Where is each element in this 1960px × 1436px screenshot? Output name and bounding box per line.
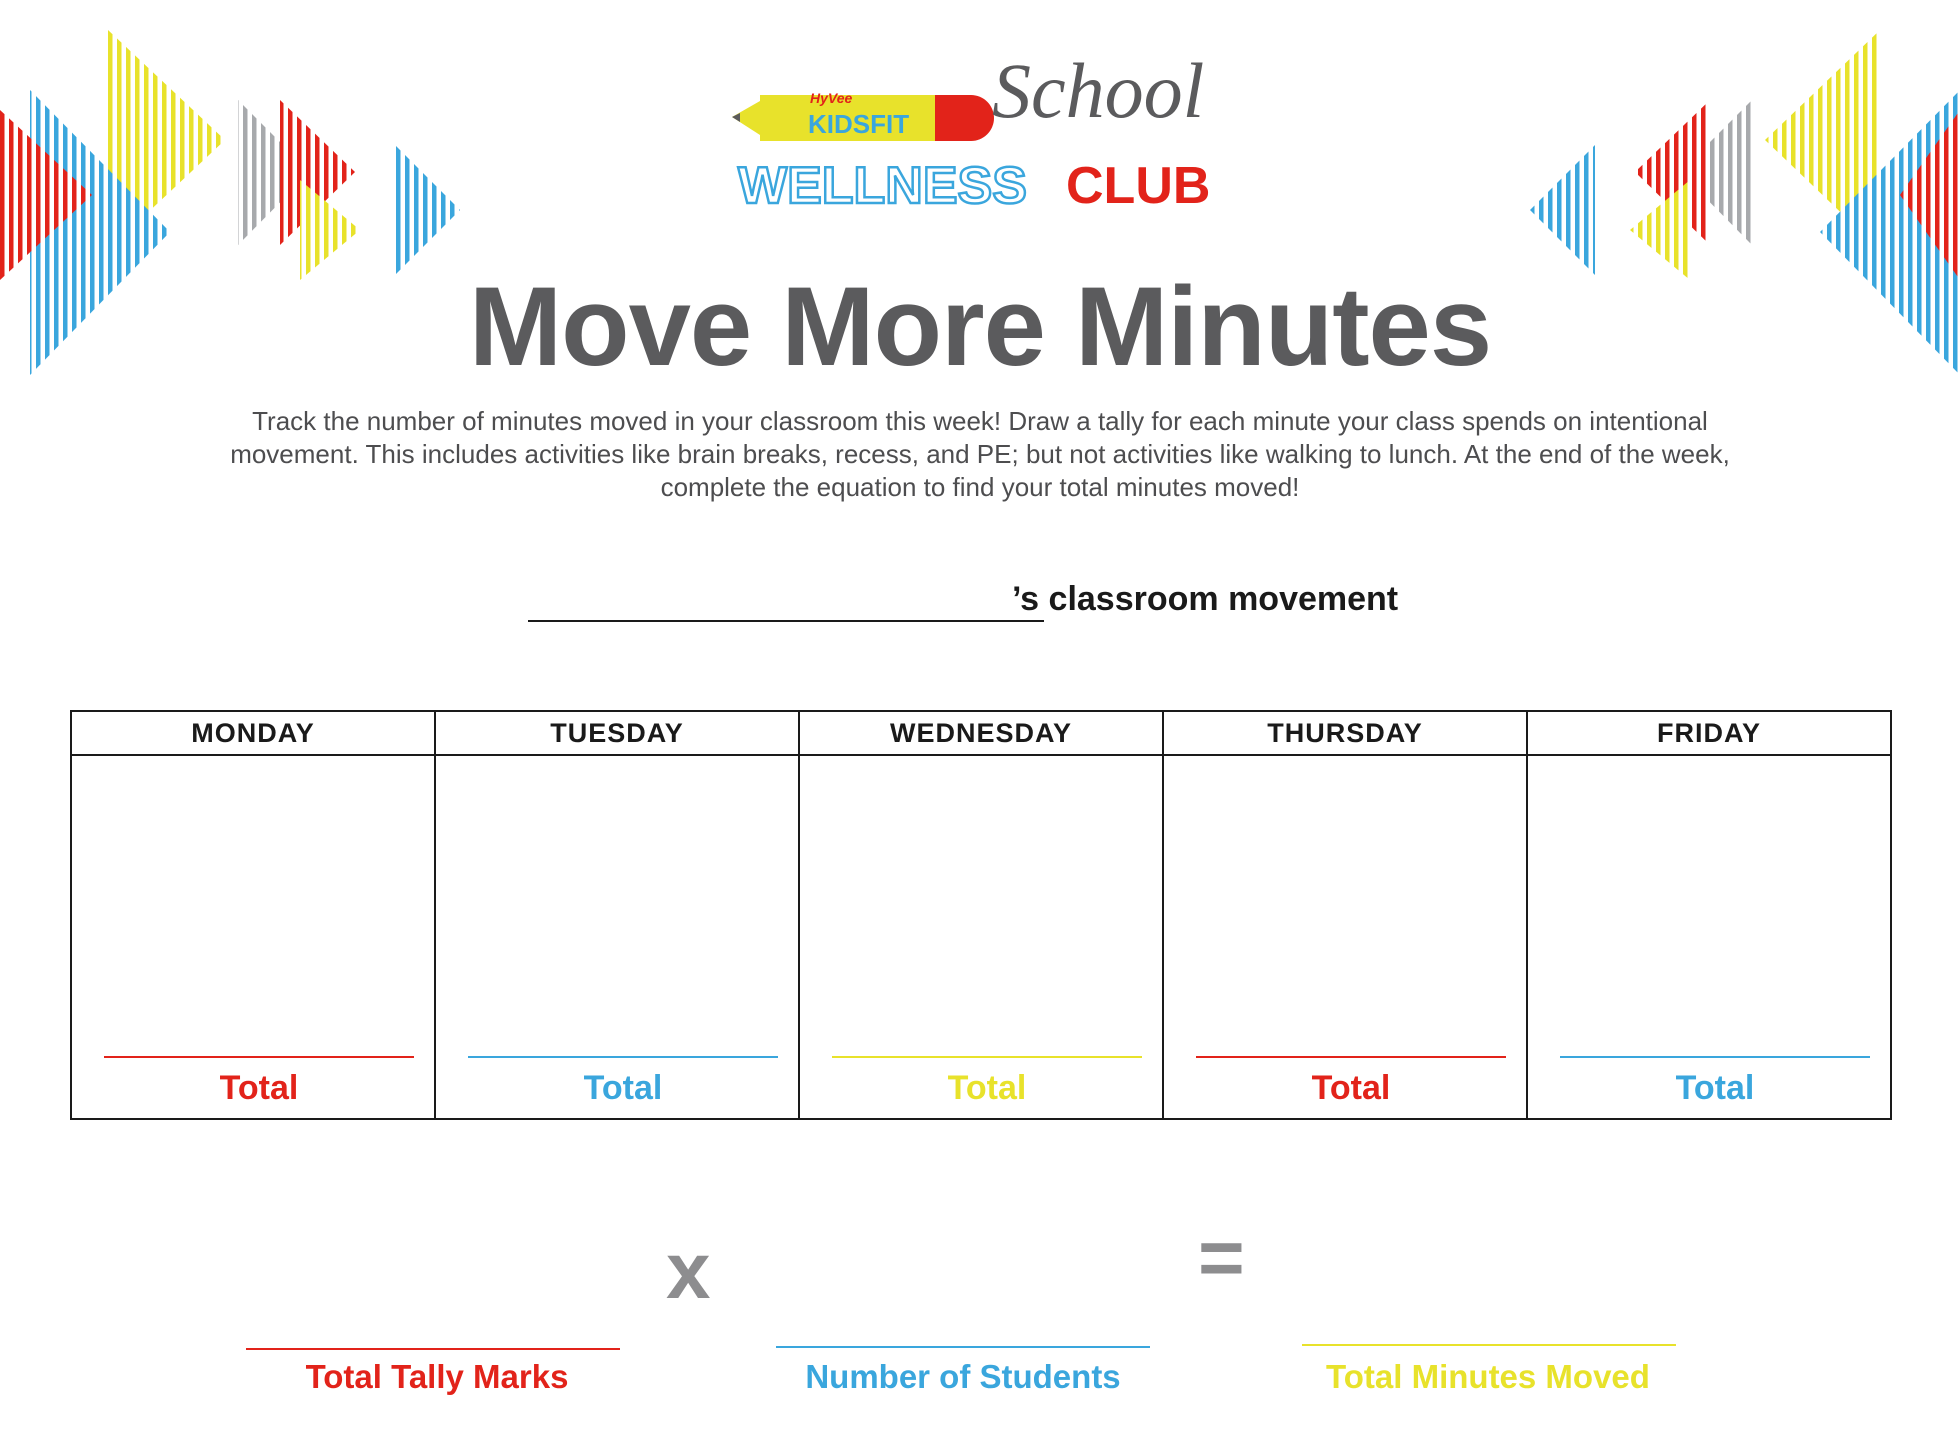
day-header: TUESDAY (436, 712, 798, 756)
logo-school-text: School (992, 47, 1205, 134)
total-line[interactable] (1196, 1056, 1506, 1058)
weekly-tally-table (70, 710, 1892, 1120)
day-header: WEDNESDAY (800, 712, 1162, 756)
day-column-tuesday (436, 712, 800, 1118)
day-header: FRIDAY (1528, 712, 1890, 756)
tally-area[interactable] (1528, 756, 1890, 1038)
number-of-students-label: Number of Students (805, 1358, 1121, 1395)
total-minutes-moved-field[interactable] (1302, 1344, 1676, 1346)
total-tally-marks-field[interactable] (246, 1348, 620, 1350)
kidsfit-school-wellness-club-logo (730, 45, 1240, 215)
multiply-sign: x (666, 1226, 711, 1315)
logo-hyvee-text: HyVee (810, 90, 853, 106)
day-column-wednesday (800, 712, 1164, 1118)
tally-area[interactable] (800, 756, 1162, 1038)
teacher-name-field[interactable] (528, 620, 1044, 622)
total-label: Total (219, 1069, 299, 1107)
total-line[interactable] (468, 1056, 778, 1058)
tally-area[interactable] (1164, 756, 1526, 1038)
total-tally-marks-label: Total Tally Marks (305, 1358, 569, 1395)
total-label: Total (583, 1069, 663, 1107)
total-line[interactable] (832, 1056, 1142, 1058)
instructions-paragraph: Track the number of minutes moved in your classroom this week! Draw a tally for each minute your class spends on intentional movement. This includes activities like brain breaks, recess, and PE; but not activities like walking to lunch. At the end of the week, complete the equation to find your total minutes moved! (230, 406, 1730, 502)
day-column-friday (1528, 712, 1890, 1118)
logo-wellness-text: WELLNESS (738, 157, 1027, 215)
number-of-students-field[interactable] (776, 1346, 1150, 1348)
classroom-movement-label: ’s classroom movement (1012, 580, 1399, 618)
logo-club-text: CLUB (1066, 157, 1211, 215)
logo-kidsfit-text: KIDSFIT (808, 109, 910, 139)
total-label: Total (1311, 1069, 1391, 1107)
total-label: Total (1675, 1069, 1755, 1107)
day-column-monday (72, 712, 436, 1118)
page-title: Move More Minutes (468, 264, 1492, 389)
day-header: THURSDAY (1164, 712, 1526, 756)
total-label: Total (947, 1069, 1027, 1107)
equals-sign: = (1198, 1213, 1245, 1302)
day-column-thursday (1164, 712, 1528, 1118)
tally-area[interactable] (436, 756, 798, 1038)
tally-area[interactable] (72, 756, 434, 1038)
total-minutes-moved-label: Total Minutes Moved (1326, 1358, 1650, 1395)
day-header: MONDAY (72, 712, 434, 756)
total-line[interactable] (104, 1056, 414, 1058)
total-line[interactable] (1560, 1056, 1870, 1058)
